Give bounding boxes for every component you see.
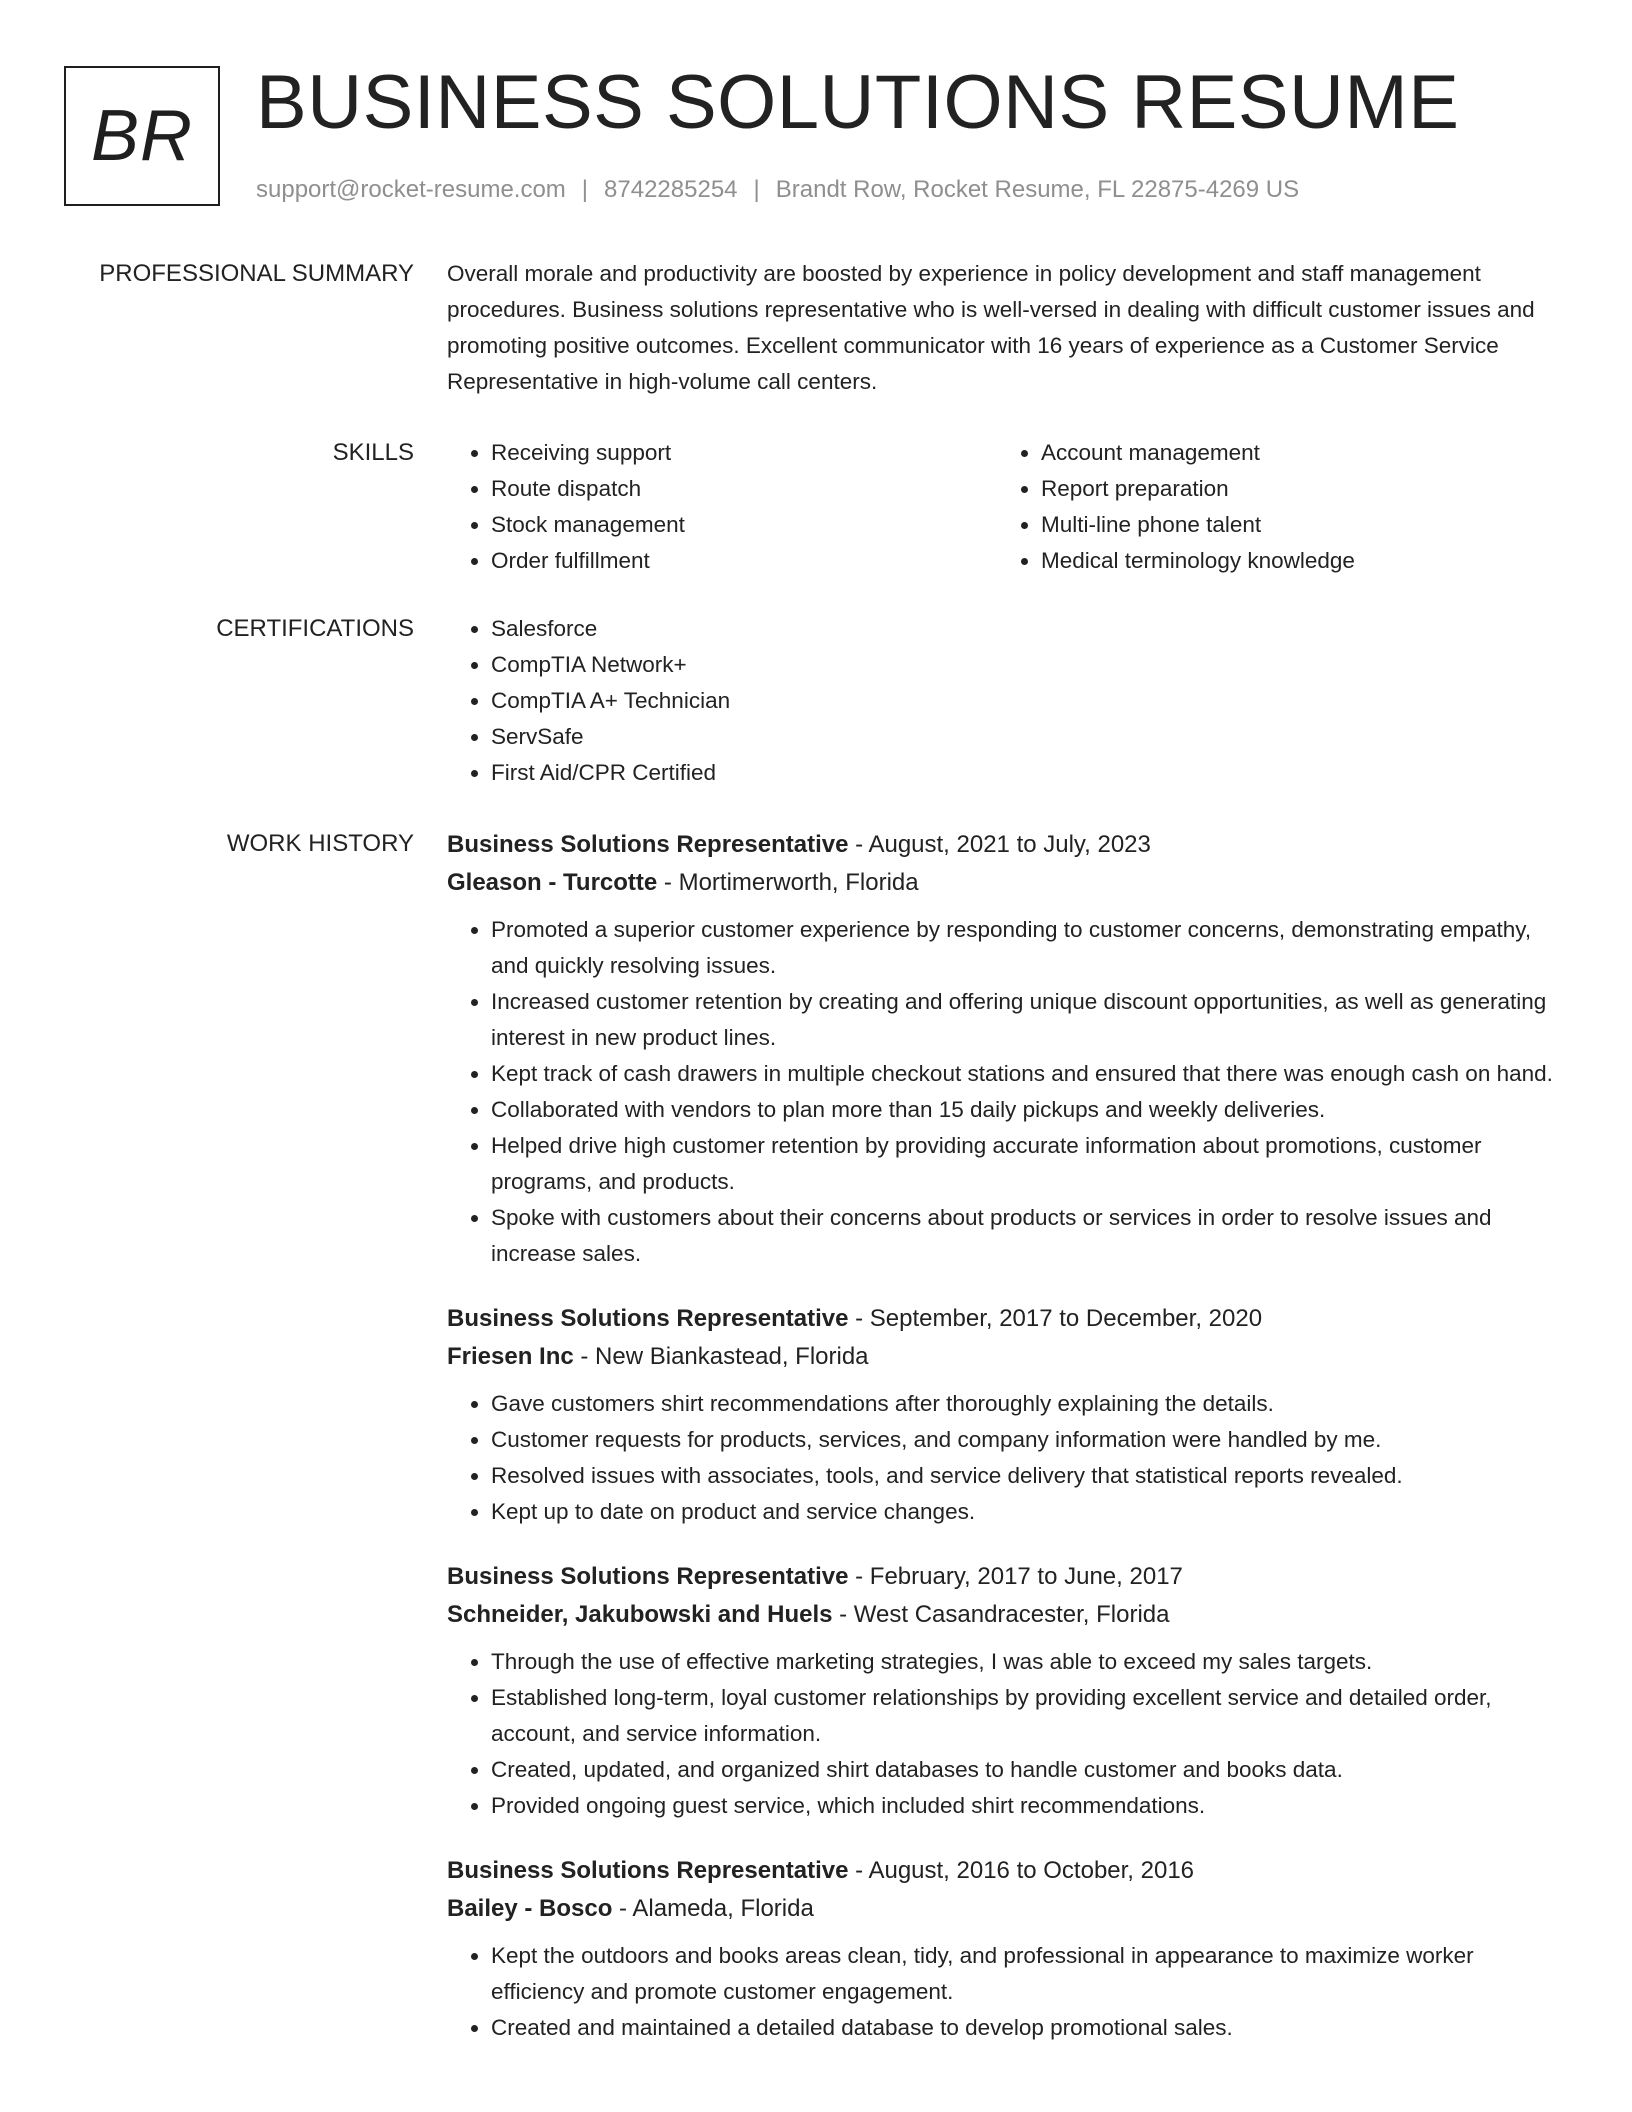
job-company-line bbox=[447, 864, 1567, 902]
job-bullets bbox=[447, 1386, 1567, 1530]
job-bullet: • Kept the outdoors and books areas clean, tidy, and professional in appearance to maximize worker efficiency and promote customer engagement. bbox=[491, 1938, 1567, 2010]
skill-item: • Account management bbox=[1041, 435, 1547, 471]
job-bullet: • Gave customers shirt recommendations after thoroughly explaining the details. bbox=[491, 1386, 1567, 1422]
job-bullet: • Spoke with customers about their concerns about products or services in order to resolve issues and increase sales. bbox=[491, 1200, 1567, 1272]
skill-item: • Medical terminology knowledge bbox=[1041, 543, 1547, 579]
job-role: Business Solutions Representative bbox=[447, 831, 849, 858]
job-entry bbox=[447, 1558, 1567, 1824]
job-location: - Mortimerworth, Florida bbox=[657, 869, 919, 896]
contact-separator: | bbox=[581, 176, 589, 203]
job-dates: - February, 2017 to June, 2017 bbox=[848, 1563, 1183, 1590]
work-history-body bbox=[447, 826, 1567, 2074]
job-bullet: • Helped drive high customer retention by providing accurate information about promotions, customer programs, and products. bbox=[491, 1128, 1567, 1200]
job-dates: - September, 2017 to December, 2020 bbox=[848, 1305, 1263, 1332]
job-bullet: • Created, updated, and organized shirt databases to handle customer and books data. bbox=[491, 1752, 1567, 1788]
job-bullet: • Through the use of effective marketing strategies, I was able to exceed my sales targets. bbox=[491, 1644, 1567, 1680]
certification-item: • CompTIA A+ Technician bbox=[491, 683, 1567, 719]
job-role: Business Solutions Representative bbox=[447, 1563, 849, 1590]
certification-item: • Salesforce bbox=[491, 611, 1567, 647]
skills-list-right bbox=[997, 435, 1547, 579]
skill-item: • Multi-line phone talent bbox=[1041, 507, 1547, 543]
job-location: - Alameda, Florida bbox=[612, 1895, 814, 1922]
job-role-line bbox=[447, 1852, 1567, 1890]
skill-item: • Receiving support bbox=[491, 435, 997, 471]
job-entry bbox=[447, 1300, 1567, 1530]
job-bullets bbox=[447, 912, 1567, 1272]
certification-item: • First Aid/CPR Certified bbox=[491, 755, 1567, 791]
job-bullet: • Created and maintained a detailed database to develop promotional sales. bbox=[491, 2010, 1567, 2046]
job-dates: - August, 2021 to July, 2023 bbox=[848, 831, 1151, 858]
skills-list-left bbox=[447, 435, 997, 579]
certification-item: • ServSafe bbox=[491, 719, 1567, 755]
job-company: Gleason - Turcotte bbox=[447, 869, 658, 896]
job-company: Friesen Inc bbox=[447, 1343, 574, 1370]
skills-columns bbox=[447, 435, 1567, 579]
job-bullets bbox=[447, 1938, 1567, 2046]
job-bullet: • Promoted a superior customer experience by responding to customer concerns, demonstrating empathy, and quickly resolving issues. bbox=[491, 912, 1567, 984]
email-text: support@rocket-resume.com bbox=[256, 176, 566, 203]
certifications-list bbox=[447, 611, 1567, 791]
job-company: Schneider, Jakubowski and Huels bbox=[447, 1601, 833, 1628]
job-bullet: • Established long-term, loyal customer relationships by providing excellent service and detailed order, account, and service information. bbox=[491, 1680, 1567, 1752]
job-entry bbox=[447, 1852, 1567, 2046]
job-role-line bbox=[447, 826, 1567, 864]
job-role: Business Solutions Representative bbox=[447, 1857, 849, 1884]
section-title-certifications: CERTIFICATIONS bbox=[216, 615, 414, 642]
resume-title: BUSINESS SOLUTIONS RESUME bbox=[256, 60, 1460, 145]
certification-item: • CompTIA Network+ bbox=[491, 647, 1567, 683]
job-bullet: • Kept track of cash drawers in multiple checkout stations and ensured that there was enough cash on hand. bbox=[491, 1056, 1567, 1092]
skill-item: • Order fulfillment bbox=[491, 543, 997, 579]
summary-text: Overall morale and productivity are boosted by experience in policy development and staff management procedures. Business solutions representative who is well-versed in dealing with difficult customer issues and promoting positive outcomes. Excellent communicator with 16 years of experience as a Customer Service Representative in high-volume call centers. bbox=[447, 261, 1535, 394]
address-text: Brandt Row, Rocket Resume, FL 22875-4269 US bbox=[775, 176, 1300, 203]
job-bullet: • Customer requests for products, services, and company information were handled by me. bbox=[491, 1422, 1567, 1458]
job-company-line bbox=[447, 1890, 1567, 1928]
job-bullets bbox=[447, 1644, 1567, 1824]
job-dates: - August, 2016 to October, 2016 bbox=[848, 1857, 1195, 1884]
job-role: Business Solutions Representative bbox=[447, 1305, 849, 1332]
job-bullet: • Provided ongoing guest service, which included shirt recommendations. bbox=[491, 1788, 1567, 1824]
section-title-work-history: WORK HISTORY bbox=[226, 830, 414, 857]
skill-item: • Report preparation bbox=[1041, 471, 1547, 507]
job-entry bbox=[447, 826, 1567, 1272]
section-title-skills: SKILLS bbox=[332, 439, 414, 466]
job-company-line bbox=[447, 1338, 1567, 1376]
job-company: Bailey - Bosco bbox=[447, 1895, 613, 1922]
monogram-badge bbox=[64, 66, 220, 206]
job-bullet: • Resolved issues with associates, tools, and service delivery that statistical reports revealed. bbox=[491, 1458, 1567, 1494]
skill-item: • Stock management bbox=[491, 507, 997, 543]
skills-column-right bbox=[997, 435, 1547, 579]
job-role-line bbox=[447, 1300, 1567, 1338]
skill-item: • Route dispatch bbox=[491, 471, 997, 507]
certifications-body bbox=[447, 611, 1567, 791]
section-title-summary: PROFESSIONAL SUMMARY bbox=[99, 260, 414, 287]
skills-column-left bbox=[447, 435, 997, 579]
summary-body bbox=[447, 256, 1567, 400]
job-role-line bbox=[447, 1558, 1567, 1596]
job-company-line bbox=[447, 1596, 1567, 1634]
monogram-initials: BR bbox=[90, 96, 194, 176]
contact-separator: | bbox=[753, 176, 760, 203]
job-bullet: • Increased customer retention by creating and offering unique discount opportunities, as well as generating interest in new product lines. bbox=[491, 984, 1567, 1056]
phone-text: 8742285254 bbox=[604, 176, 738, 203]
skills-body bbox=[447, 435, 1567, 579]
job-location: - West Casandracester, Florida bbox=[832, 1601, 1170, 1628]
job-bullet: • Collaborated with vendors to plan more than 15 daily pickups and weekly deliveries. bbox=[491, 1092, 1567, 1128]
job-location: - New Biankastead, Florida bbox=[573, 1343, 869, 1370]
contact-line bbox=[256, 174, 1299, 206]
job-bullet: • Kept up to date on product and service changes. bbox=[491, 1494, 1567, 1530]
